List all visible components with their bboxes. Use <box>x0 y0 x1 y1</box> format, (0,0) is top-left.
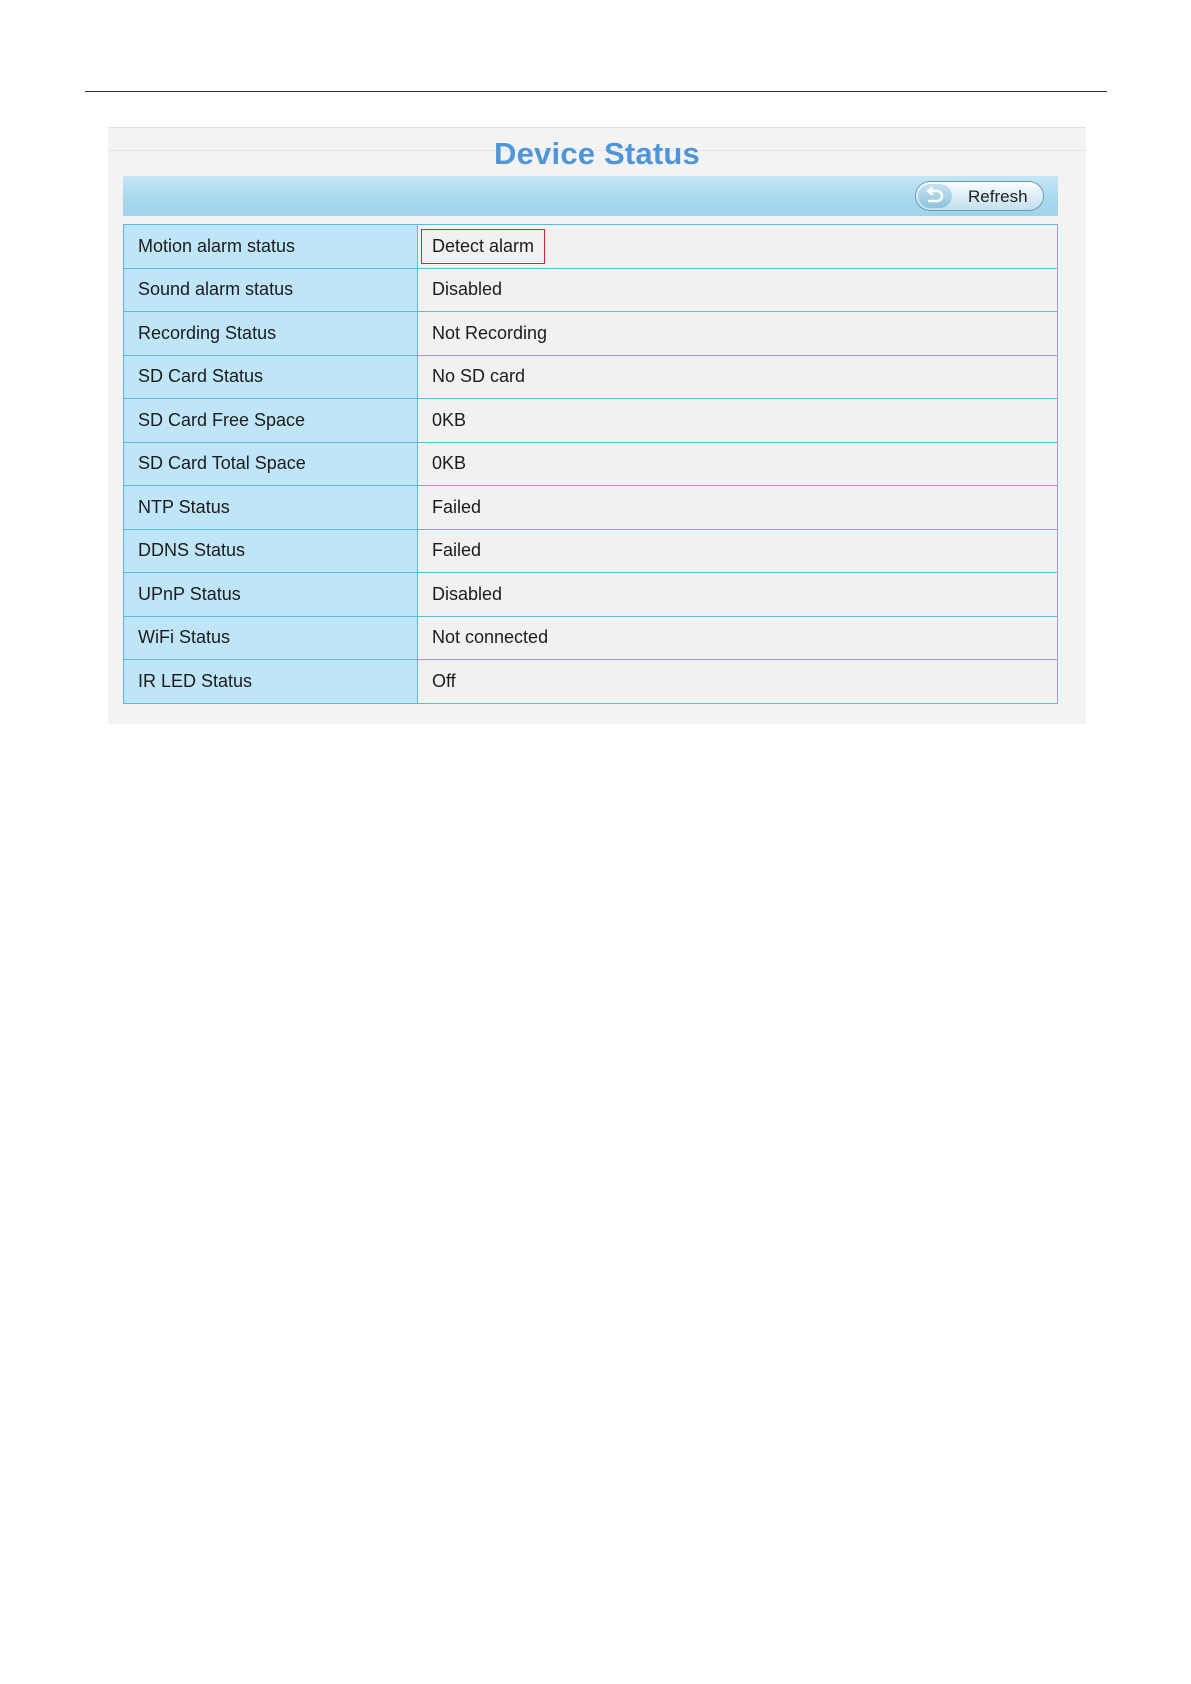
table-row <box>124 660 1058 704</box>
row-label: WiFi Status <box>124 616 418 660</box>
row-label: SD Card Total Space <box>124 442 418 486</box>
row-value <box>418 225 1058 269</box>
refresh-button[interactable] <box>915 181 1044 211</box>
table-row <box>124 355 1058 399</box>
row-value: Disabled <box>418 573 1058 617</box>
refresh-arrow-icon <box>918 184 952 208</box>
table-row <box>124 616 1058 660</box>
highlighted-value: Detect alarm <box>421 229 545 264</box>
row-value: Failed <box>418 529 1058 573</box>
table-row <box>124 225 1058 269</box>
page-header-rule <box>85 91 1107 92</box>
row-label: Sound alarm status <box>124 268 418 312</box>
device-status-panel <box>108 127 1086 724</box>
table-row <box>124 312 1058 356</box>
row-label: Motion alarm status <box>124 225 418 269</box>
table-row <box>124 399 1058 443</box>
row-label: UPnP Status <box>124 573 418 617</box>
row-value: Disabled <box>418 268 1058 312</box>
row-value: 0KB <box>418 399 1058 443</box>
row-value: No SD card <box>418 355 1058 399</box>
row-value: Not Recording <box>418 312 1058 356</box>
row-label: IR LED Status <box>124 660 418 704</box>
row-label: Recording Status <box>124 312 418 356</box>
row-label: SD Card Status <box>124 355 418 399</box>
refresh-button-label: Refresh <box>968 187 1028 206</box>
table-row <box>124 268 1058 312</box>
row-label: DDNS Status <box>124 529 418 573</box>
row-label: SD Card Free Space <box>124 399 418 443</box>
panel-title: Device Status <box>494 136 700 171</box>
table-row <box>124 573 1058 617</box>
row-value: Not connected <box>418 616 1058 660</box>
table-row <box>124 486 1058 530</box>
row-value: Off <box>418 660 1058 704</box>
toolbar <box>123 176 1058 216</box>
device-status-table <box>123 224 1058 704</box>
table-row <box>124 442 1058 486</box>
row-label: NTP Status <box>124 486 418 530</box>
row-value: 0KB <box>418 442 1058 486</box>
row-value: Failed <box>418 486 1058 530</box>
table-row <box>124 529 1058 573</box>
